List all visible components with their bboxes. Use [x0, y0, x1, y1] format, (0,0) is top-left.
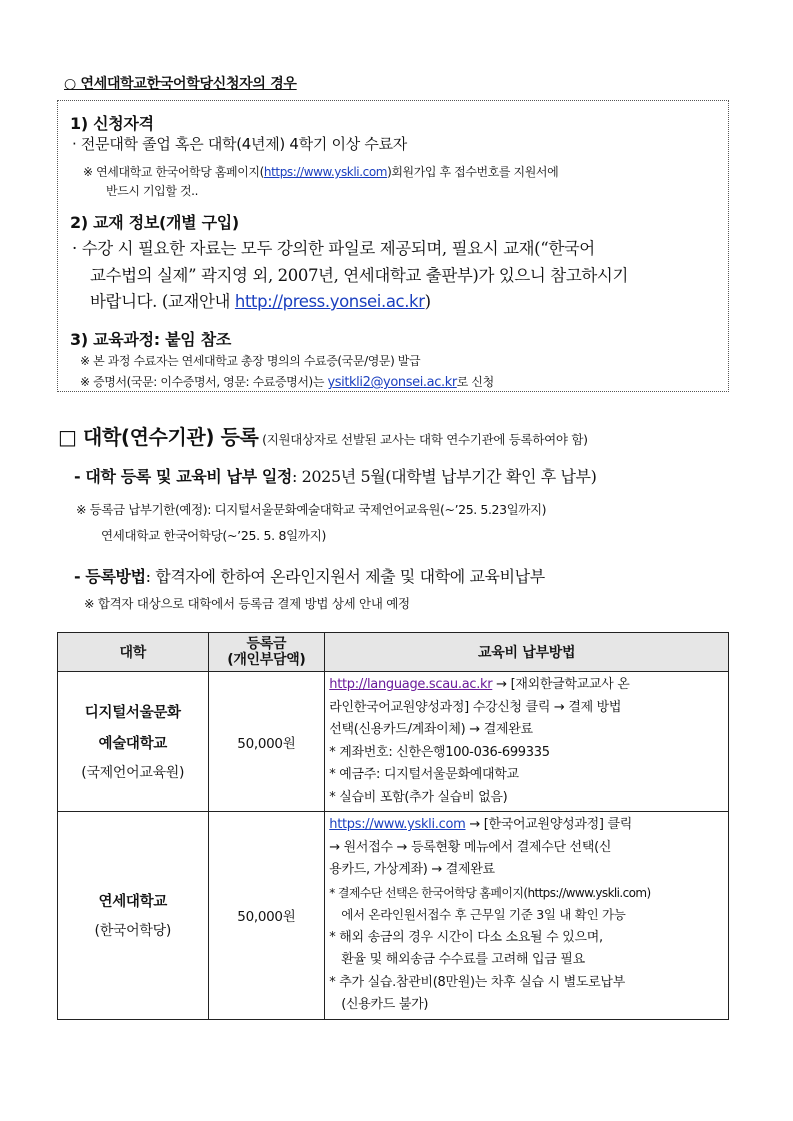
item3-note1: ※ 본 과정 수료자는 연세대학교 총장 명의의 수료증(국문/영문) 발급 [80, 354, 421, 368]
item2-line3-suffix: ) [424, 292, 431, 311]
university-name-line1: 디지털서울문화 [84, 704, 181, 721]
method-text: * 결제수단 선택은 한국어학당 홈페이지(https://www.yskli.com) [329, 885, 651, 900]
fee-cell: 50,000원 [208, 672, 325, 812]
registration-title-main: □ 대학(연수기관) 등록 [58, 425, 259, 449]
section-heading: ○ 연세대학교한국어학당신청자의 경우 [64, 76, 297, 92]
header-fee [208, 633, 325, 672]
method-text: * 계좌번호: 신한은행100-036-699335 [329, 744, 550, 760]
university-cell [58, 812, 209, 1020]
yskli-table-link[interactable]: https://www.yskli.com [329, 817, 466, 832]
fee-table [57, 632, 729, 1020]
press-link[interactable]: http://press.yonsei.ac.kr [234, 292, 425, 311]
method-text: → 원서접수 → 등록현황 메뉴에서 결제수단 선택(신 [329, 839, 612, 855]
table-header-row [58, 633, 729, 672]
scau-link[interactable]: http://language.scau.ac.kr [329, 677, 493, 692]
method-text: → [재외한글학교교사 온 [492, 677, 630, 692]
method-text: * 실습비 포함(추가 실습비 없음) [329, 789, 508, 805]
item3-title: 3) 교육과정: 붙임 참조 [70, 330, 232, 349]
deadline-line2: 연세대학교 한국어학당(~’25. 5. 8일까지) [101, 528, 327, 543]
item2-line3 [90, 288, 431, 312]
method-text: 환율 및 해외송금 수수료를 고려해 입금 필요 [341, 952, 585, 967]
item3-note2-prefix: ※ 증명서(국문: 이수증명서, 영문: 수료증명서)는 [80, 375, 328, 389]
header-method: 교육비 납부방법 [325, 633, 729, 672]
method-note: ※ 합격자 대상으로 대학에서 등록금 결제 방법 상세 안내 예정 [84, 596, 410, 611]
university-cell [58, 672, 209, 812]
item1-note-prefix: ※ 연세대학교 한국어학당 홈페이지( [83, 165, 264, 179]
item2-line1: · 수강 시 필요한 자료는 모두 강의한 파일로 제공되며, 필요시 교재(“한국어 [72, 239, 595, 258]
fee-cell: 50,000원 [208, 812, 325, 1020]
schedule-value: : 2025년 5월(대학별 납부기간 확인 후 납부) [291, 467, 597, 486]
method-line [74, 564, 545, 587]
payment-method-cell [325, 812, 729, 1020]
deadline-line1: ※ 등록금 납부기한(예정): 디지털서울문화예술대학교 국제언어교육원(~’25. 5.23일까지) [76, 502, 547, 517]
registration-title-note: (지원대상자로 선발된 교사는 대학 연수기관에 등록하여야 함) [258, 432, 588, 447]
method-text: * 추가 실습.참관비(8만원)는 차후 실습 시 별도로납부 [329, 974, 625, 990]
yskli-link[interactable]: https://www.yskli.com [263, 165, 388, 179]
payment-method-cell [325, 672, 729, 812]
schedule-label: - 대학 등록 및 교육비 납부 일정 [74, 467, 292, 486]
method-text: * 예금주: 디지털서울문화예대학교 [329, 767, 519, 782]
item2-line3-prefix: 바랍니다. (교재안내 [90, 292, 235, 311]
item1-note-line2: 반드시 기입할 것.. [106, 184, 199, 198]
header-fee-line2: (개인부담액) [227, 652, 306, 668]
table-row [58, 812, 729, 1020]
method-text: (신용카드 불가) [341, 997, 429, 1012]
item1-title: 1) 신청자격 [70, 114, 154, 133]
email-link[interactable]: ysitkli2@yonsei.ac.kr [327, 375, 457, 390]
item3-note2 [80, 373, 494, 390]
university-name-line2: 예술대학교 [98, 735, 168, 752]
method-text: → [한국어교원양성과정] 클릭 [465, 817, 632, 832]
item3-note2-suffix: 로 신청 [456, 375, 494, 389]
university-sub: (국제언어교육원) [81, 764, 185, 781]
item2-line2: 교수법의 실제” 곽지영 외, 2007년, 연세대학교 출판부)가 있으니 참고하시기 [90, 266, 629, 285]
schedule-line [74, 464, 596, 487]
method-value: : 합격자에 한하여 온라인지원서 제출 및 대학에 교육비납부 [145, 567, 545, 586]
registration-title [58, 421, 588, 450]
method-text: * 해외 송금의 경우 시간이 다소 소요될 수 있으며, [329, 929, 603, 945]
method-text: 라인한국어교원양성과정] 수강신청 클릭 → 결제 방법 [329, 699, 622, 715]
method-text: 용카드, 가상계좌) → 결제완료 [329, 862, 495, 877]
university-sub: (한국어학당) [94, 922, 171, 939]
header-university: 대학 [58, 633, 209, 672]
item1-note-suffix: )회원가입 후 접수번호를 지원서에 [387, 165, 559, 179]
table-row [58, 672, 729, 812]
item1-note [83, 163, 558, 180]
header-fee-line1: 등록금 [246, 636, 287, 652]
item1-line: · 전문대학 졸업 혹은 대학(4년제) 4학기 이상 수료자 [72, 135, 407, 153]
university-name-line1: 연세대학교 [98, 893, 168, 910]
method-text: 선택(신용카드/계좌이체) → 결제완료 [329, 722, 533, 737]
method-label: - 등록방법 [74, 567, 146, 586]
method-text: 에서 온라인원서접수 후 근무일 기준 3일 내 확인 가능 [341, 907, 626, 922]
item2-title: 2) 교재 정보(개별 구입) [70, 213, 239, 232]
